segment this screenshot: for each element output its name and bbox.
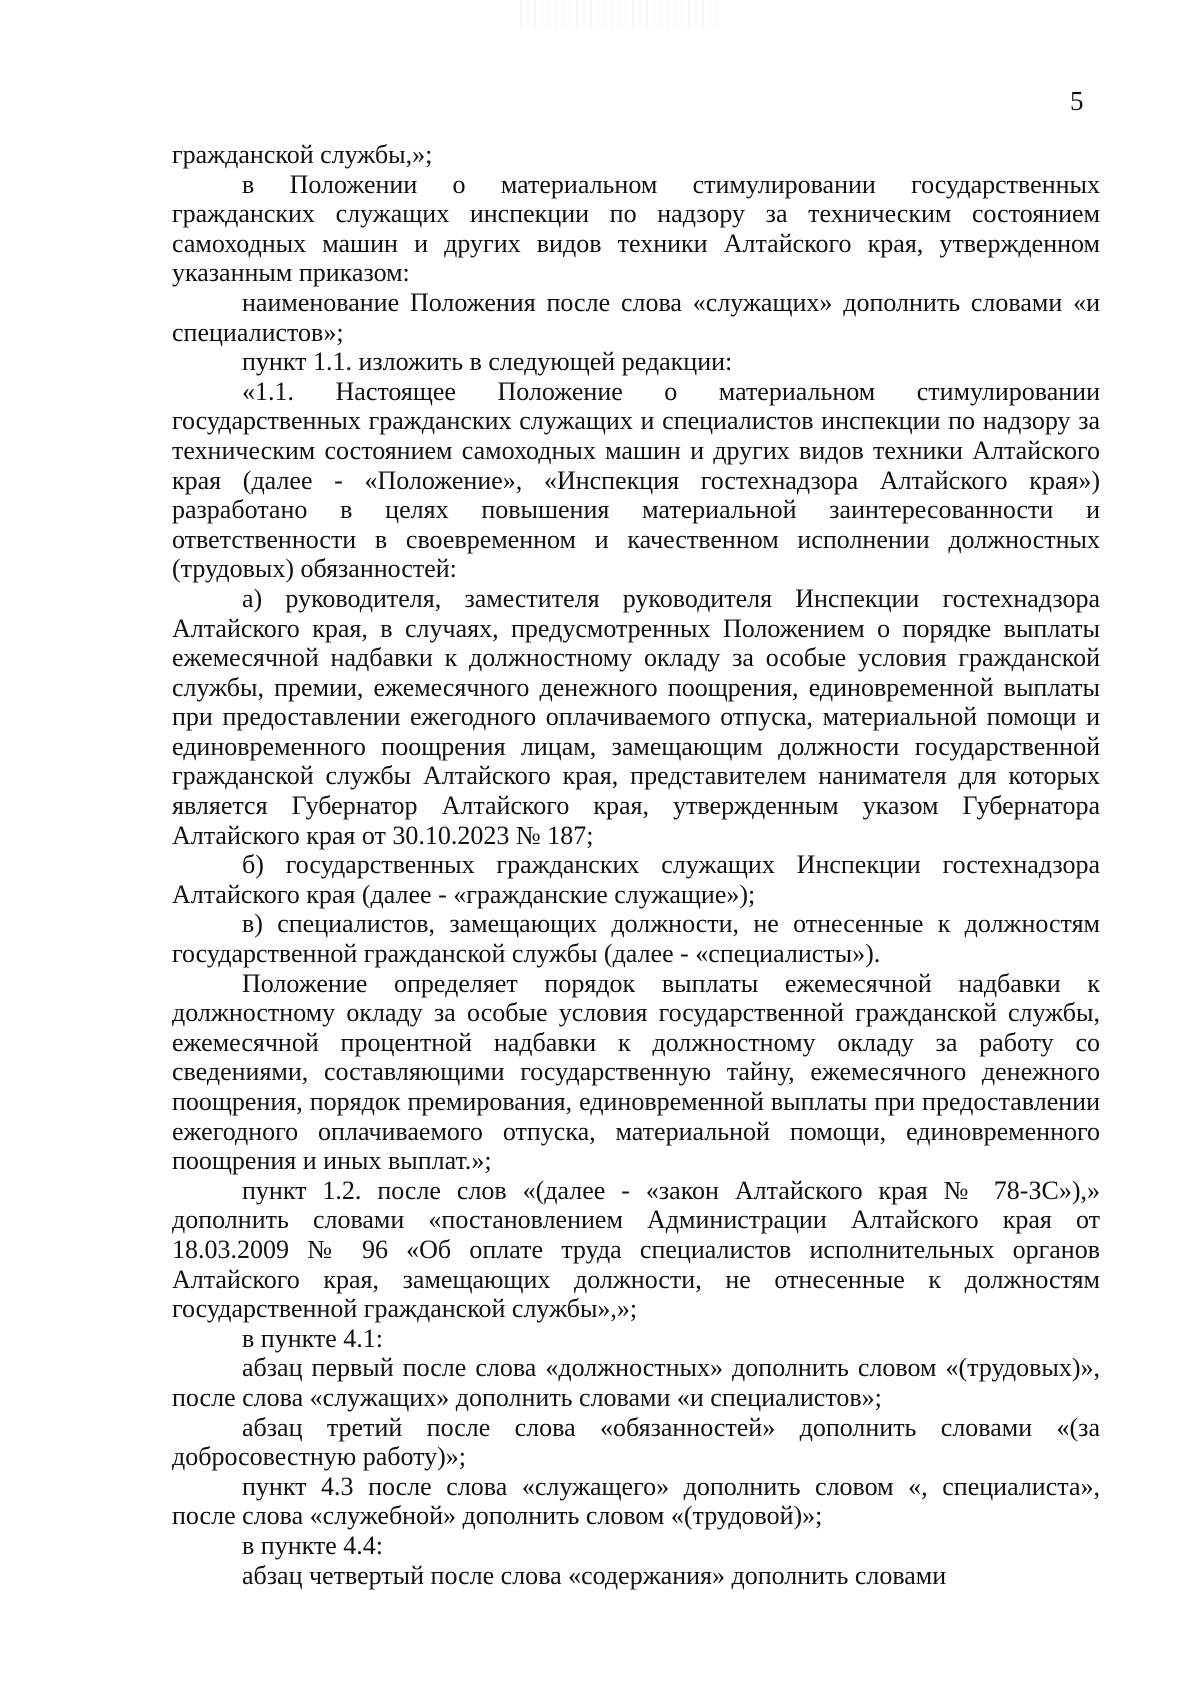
paragraph: Положение определяет порядок выплаты ежемесячной надбавки к должностному окладу за особые условия государственной гражданской службы, ежемесячной процентной надбавки к должностному окладу за работу со сведениями, составляющими государственную тайну, ежемесячного денежного поощрения, порядок премирования, единовременной выплаты при предоставлении ежегодного оплачиваемого отпуска, материальной помощи, единовременного поощрения и иных выплат.»; (172, 968, 1100, 1176)
paragraph: «1.1. Настоящее Положение о материальном стимулировании государственных гражданских служащих и специалистов инспекции по надзору за техническим состоянием самоходных машин и других видов техники Алтайского края (далее - «Положение», «Инспекция гостехнадзора Алтайского края») разработано в целях повышения материальной заинтересованности и ответственности в своевременном и качественном исполнении должностных (трудовых) обязанностей: (172, 376, 1100, 584)
paragraph: в пункте 4.1: (242, 1323, 384, 1353)
paragraph: в пункте 4.4: (242, 1530, 384, 1560)
scan-artifact (520, 0, 720, 28)
paragraph: а) руководителя, заместителя руководителя Инспекции гостехнадзора Алтайского края, в случаях, предусмотренных Положением о порядке выплаты ежемесячной надбавки к должностному окладу за особые условия гражданской службы, премии, ежемесячного денежного поощрения, единовременной выплаты при предоставлении ежегодного оплачиваемого отпуска, материальной помощи и единовременного поощрения лицам, замещающим должности государственной гражданской службы Алтайского края, представителем нанимателя для которых является Губернатор Алтайского края, утвержденным указом Губернатора Алтайского края от 30.10.2023 № 187; (172, 583, 1100, 850)
paragraph: абзац первый после слова «должностных» дополнить словом «(трудовых)», после слова «служащих» дополнить словами «и специалистов»; (172, 1353, 1100, 1412)
paragraph: пункт 4.3 после слова «служащего» дополнить словом «, специалиста», после слова «служебной» дополнить словом «(трудовой)»; (172, 1471, 1100, 1531)
document-body (172, 140, 1100, 1590)
paragraph: пункт 1.1. изложить в следующей редакции: (242, 347, 733, 377)
paragraph: в Положении о материальном стимулировании государственных гражданских служащих инспекции по надзору за техническим состоянием самоходных машин и других видов техники Алтайского края, утвержденном указанным приказом: (172, 169, 1100, 288)
paragraph: пункт 1.2. после слов «(далее - «закон Алтайского края № 78-ЗС»),» дополнить словами «постановлением Администрации Алтайского края от 18.03.2009 № 96 «Об оплате труда специалистов исполнительных органов Алтайского края, замещающих должности, не отнесенные к должностям государственной гражданской службы»,»; (172, 1175, 1100, 1324)
page-number: 5 (1070, 86, 1084, 116)
paragraph: наименование Положения после слова «служащих» дополнить словами «и специалистов»; (172, 287, 1100, 347)
paragraph: гражданской службы,»; (172, 140, 433, 169)
paragraph: абзац четвертый после слова «содержания» дополнить словами (242, 1560, 947, 1590)
paragraph: абзац третий после слова «обязанностей» дополнить словами «(за добросовестную работу)»; (172, 1412, 1100, 1472)
paragraph: в) специалистов, замещающих должности, не отнесенные к должностям государственной гражданской службы (далее - «специалисты»). (172, 909, 1100, 969)
paragraph: б) государственных гражданских служащих Инспекции гостехнадзора Алтайского края (далее - «гражданские служащие»); (172, 850, 1100, 909)
